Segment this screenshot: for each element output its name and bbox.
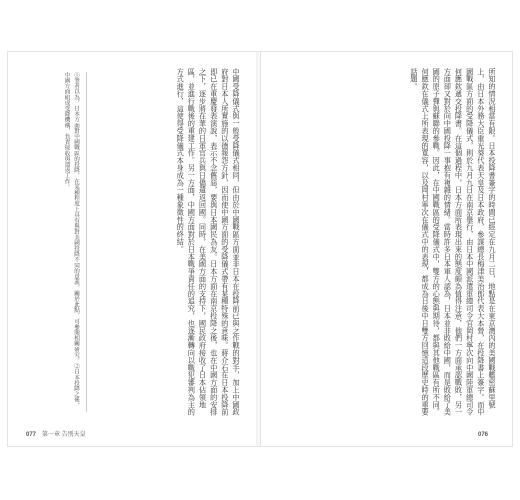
left-page-folio <box>26 429 86 438</box>
right-page-body-text: 所知的情況相當有限。日本投降書簽字的時間已經定在九月二日，地點是在東京灣內的美國戰艦密蘇里號上，由日本外務大臣重光葵代表天皇及日本政府，參謀總長梅津美治郎代表大本營，在投降書上簽字。而中國戰區方面的受降儀式，則於九月九日在南京舉行，由日本中國派遣軍總司令官岡村寧次向中國陸軍總司令何應欽遞交投降書。在這個過程中，日本方面所表現出來的態度頗為值得注意，他們一方面承認戰敗，另一方面卻又對於向中國投降一事抱有複雜的情緒。當時許多日本軍人認為，日本並非敗給中國，而是敗給了美國的原子彈與蘇聯的參戰。因此，在中國戰區的受降儀式中，雙方的心態與期待，都與其他戰區有所不同。何應欽在儀式上所表現的寬容，以及岡村寧次在儀式中的表現，都成為日後中日雙方回憶這段歷史時的重要話題。 <box>409 68 497 416</box>
right-page-folio <box>478 432 494 438</box>
left-page <box>8 52 261 446</box>
footnote-divider <box>86 72 87 412</box>
left-page-footnotes: ①筆者以為，日本方面對中國戰區的投降，在某種程度上具有與對美國投降不同的意義。關於此點，可參閱相關研究。②日本投降之後，中國方面組成受降機構，負責接收與遣返工作。 <box>63 72 79 408</box>
right-page <box>260 52 512 446</box>
left-page-body-text: 中國受降儀式與一般受降儀式相同，但由於中國戰區方面並非日本在投降前已與之作戰的對手，加上中國政府對日本人所實施的以德報怨方針，因而使中國方面的受降儀式帶有某種特殊的意味。蔣介石在日本投降前即已在重慶發表演說，表示不念舊惡，要與日本國民為友。日本方面在南京投降之後，也在中國方面的安排之下，逐步將在華的日軍官兵與日僑遣返回國。同時，在美國方面的支持下，國民政府接收了日本佔領地區，並進行戰後的重建工作。另一方面，中國方面對於日本戰爭責任的追究，也逐漸轉向以戰犯審判為主的方式進行，這使得受降儀式本身成為一種象徵性的終結。 <box>176 68 241 416</box>
running-head: 第一章 告別天皇 <box>42 432 86 438</box>
book-spread <box>8 52 512 446</box>
right-page-number: 076 <box>477 432 488 438</box>
book-gutter <box>256 52 264 446</box>
left-page-number: 077 <box>26 432 37 438</box>
